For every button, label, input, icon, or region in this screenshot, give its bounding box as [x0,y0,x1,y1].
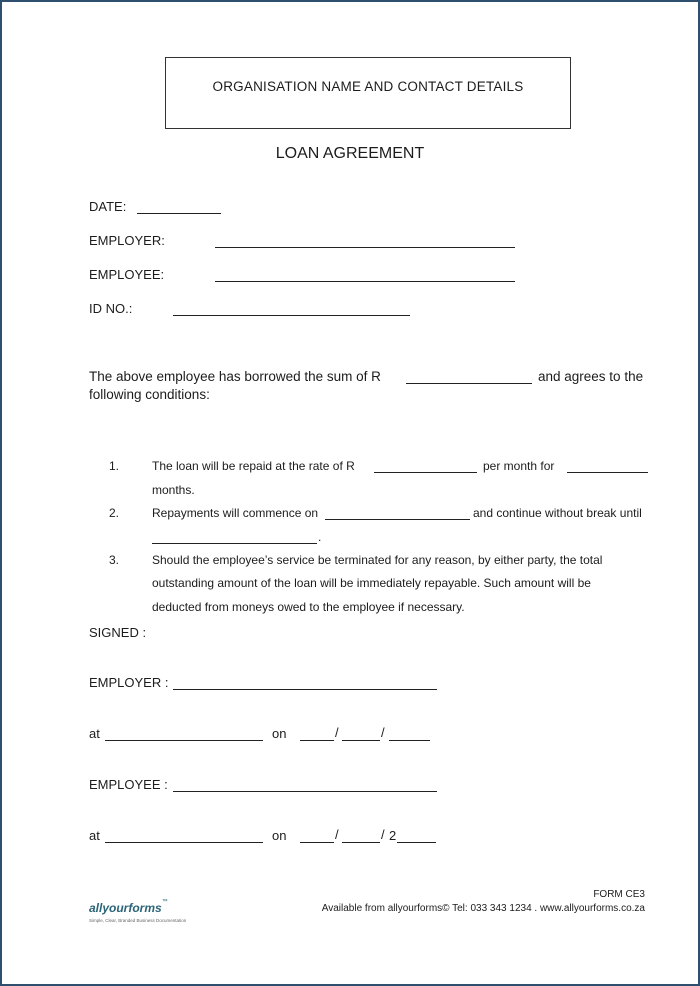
condition-1-text-b: per month for [483,459,555,473]
end-date-field[interactable] [152,543,317,544]
condition-3-number: 3. [109,553,120,567]
employer-month-field[interactable] [342,740,380,741]
employee-day-field[interactable] [300,842,334,843]
condition-2-text-a: Repayments will commence on [152,506,319,520]
employee-place-field[interactable] [105,842,263,843]
employer-year-field[interactable] [389,740,430,741]
employer-date-slash-1: / [335,725,339,740]
months-count-field[interactable] [567,472,648,473]
employee-month-field[interactable] [342,842,380,843]
organisation-box [165,57,571,129]
condition-3-line-2: outstanding amount of the loan will be immediately repayable. Such amount will be [152,576,591,590]
employee-field[interactable] [215,281,515,282]
employee-signature-field[interactable] [173,791,437,792]
signed-label: SIGNED : [89,625,147,640]
employee-sign-label: EMPLOYEE : [89,777,168,792]
availability-note: Available from allyourforms© Tel: 033 343 1234 . www.allyourforms.co.za [321,903,645,914]
employee-label: EMPLOYEE: [89,267,165,282]
employer-place-field[interactable] [105,740,263,741]
employer-sign-label: EMPLOYER : [89,675,169,690]
employer-day-field[interactable] [300,740,334,741]
document-title: LOAN AGREEMENT [275,145,425,162]
employer-date-slash-2: / [381,725,385,740]
form-code: FORM CE3 [593,889,645,900]
id-no-label: ID NO.: [89,301,133,316]
logo-trademark: ™ [161,899,168,905]
organisation-box-text: ORGANISATION NAME AND CONTACT DETAILS [212,79,524,94]
id-no-field[interactable] [173,315,410,316]
paragraph-part3: following conditions: [89,387,210,402]
allyourforms-logo [89,899,186,923]
condition-2-text-c: . [318,530,322,544]
date-label: DATE: [89,199,127,214]
commence-date-field[interactable] [325,519,470,520]
paragraph-part1: The above employee has borrowed the sum of R [89,369,381,384]
logo-tagline: Simple, Clear, Branded Business Documentation [89,918,187,923]
paragraph-part2: and agrees to the [538,369,644,384]
logo-brand: allyourforms [89,901,162,915]
employee-date-slash-1: / [335,827,339,842]
condition-3-line-3: deducted from moneys owed to the employee if necessary. [152,600,465,614]
condition-3-line-1: Should the employee’s service be terminated for any reason, by either party, the total [152,553,603,567]
condition-2-text-b: and continue without break until [473,506,642,520]
employer-label: EMPLOYER: [89,233,165,248]
loan-sum-field[interactable] [406,383,532,384]
employer-field[interactable] [215,247,515,248]
employer-signature-field[interactable] [173,689,437,690]
employee-year-hint: 2 [389,828,397,843]
condition-1-text-a: The loan will be repaid at the rate of R [152,459,355,473]
condition-2-number: 2. [109,506,120,520]
employee-date-slash-2: / [381,827,385,842]
condition-1-number: 1. [109,459,120,473]
employee-on-label: on [272,828,287,843]
employer-on-label: on [272,726,287,741]
employee-at-label: at [89,828,100,843]
repay-rate-field[interactable] [374,472,477,473]
condition-1-text-c: months. [152,483,195,497]
date-field[interactable] [137,213,221,214]
employee-year-field[interactable] [397,842,436,843]
employer-at-label: at [89,726,100,741]
